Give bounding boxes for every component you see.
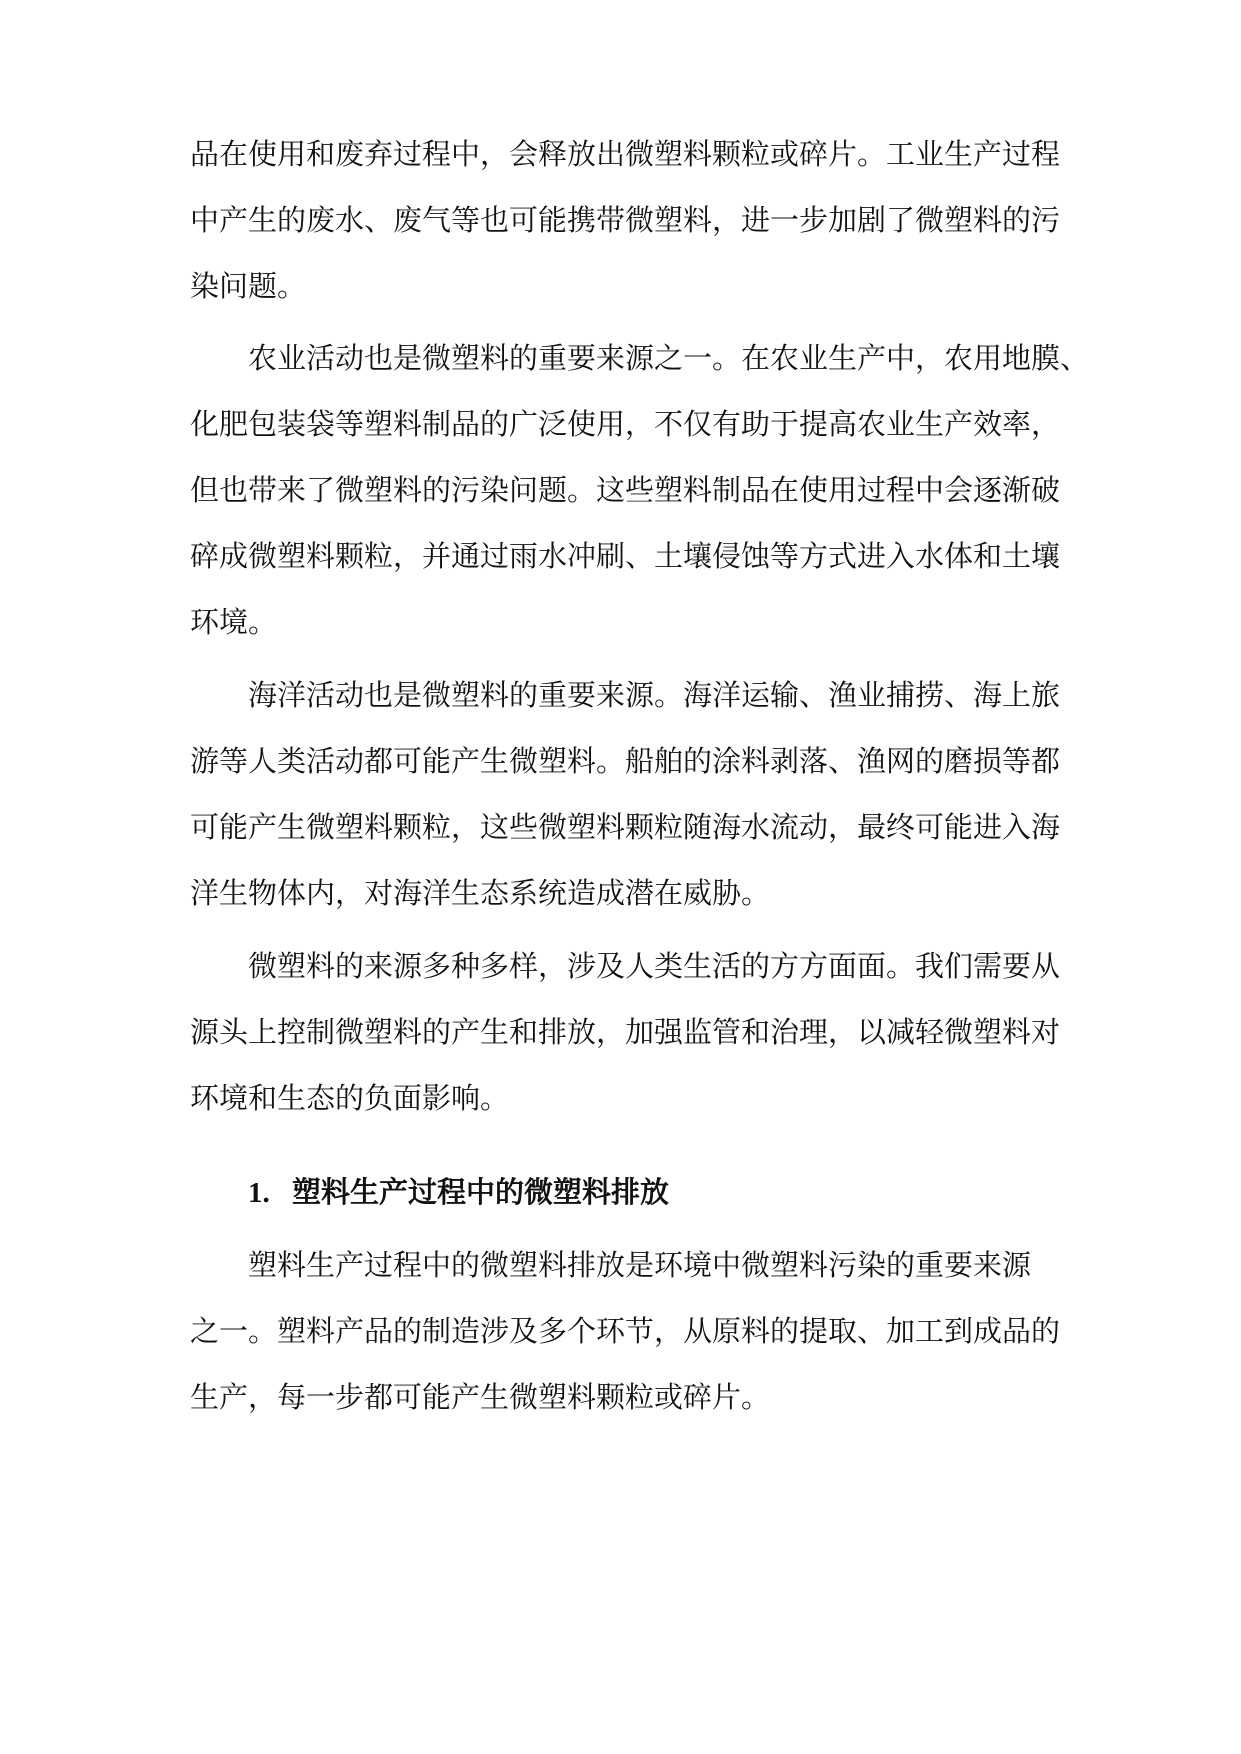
paragraph-3-line-4: 洋生物体内，对海洋生态系统造成潜在威胁。	[190, 876, 771, 910]
paragraph-4-line-2: 源头上控制微塑料的产生和排放，加强监管和治理，以减轻微塑料对	[190, 1015, 1061, 1049]
paragraph-4-line-3: 环境和生态的负面影响。	[190, 1081, 510, 1115]
paragraph-4-line-1: 微塑料的来源多种多样，涉及人类生活的方方面面。我们需要从	[248, 949, 1061, 983]
paragraph-2-line-5: 环境。	[190, 605, 278, 639]
section-heading	[248, 1172, 669, 1212]
paragraph-3-line-2: 游等人类活动都可能产生微塑料。船舶的涂料剥落、渔网的磨损等都	[190, 744, 1061, 778]
paragraph-2-line-3: 但也带来了微塑料的污染问题。这些塑料制品在使用过程中会逐渐破	[190, 473, 1061, 507]
paragraph-2-line-2: 化肥包装袋等塑料制品的广泛使用，不仅有助于提高农业生产效率，	[190, 407, 1061, 441]
paragraph-2-line-1: 农业活动也是微塑料的重要来源之一。在农业生产中，农用地膜、	[248, 341, 1090, 375]
paragraph-1-line-1: 品在使用和废弃过程中，会释放出微塑料颗粒或碎片。工业生产过程	[190, 137, 1061, 171]
section-heading-title: 塑料生产过程中的微塑料排放	[292, 1175, 670, 1209]
paragraph-1-line-2: 中产生的废水、废气等也可能携带微塑料，进一步加剧了微塑料的污	[190, 203, 1061, 237]
section-heading-number: 1.	[248, 1177, 270, 1209]
paragraph-2-line-4: 碎成微塑料颗粒，并通过雨水冲刷、土壤侵蚀等方式进入水体和土壤	[190, 539, 1061, 573]
paragraph-1-line-3: 染问题。	[190, 269, 307, 303]
paragraph-5-line-3: 生产，每一步都可能产生微塑料颗粒或碎片。	[190, 1380, 771, 1414]
paragraph-5-line-2: 之一。塑料产品的制造涉及多个环节，从原料的提取、加工到成品的	[190, 1314, 1061, 1348]
paragraph-3-line-3: 可能产生微塑料颗粒，这些微塑料颗粒随海水流动，最终可能进入海	[190, 810, 1061, 844]
paragraph-5-line-1: 塑料生产过程中的微塑料排放是环境中微塑料污染的重要来源	[248, 1248, 1032, 1282]
paragraph-3-line-1: 海洋活动也是微塑料的重要来源。海洋运输、渔业捕捞、海上旅	[248, 678, 1061, 712]
